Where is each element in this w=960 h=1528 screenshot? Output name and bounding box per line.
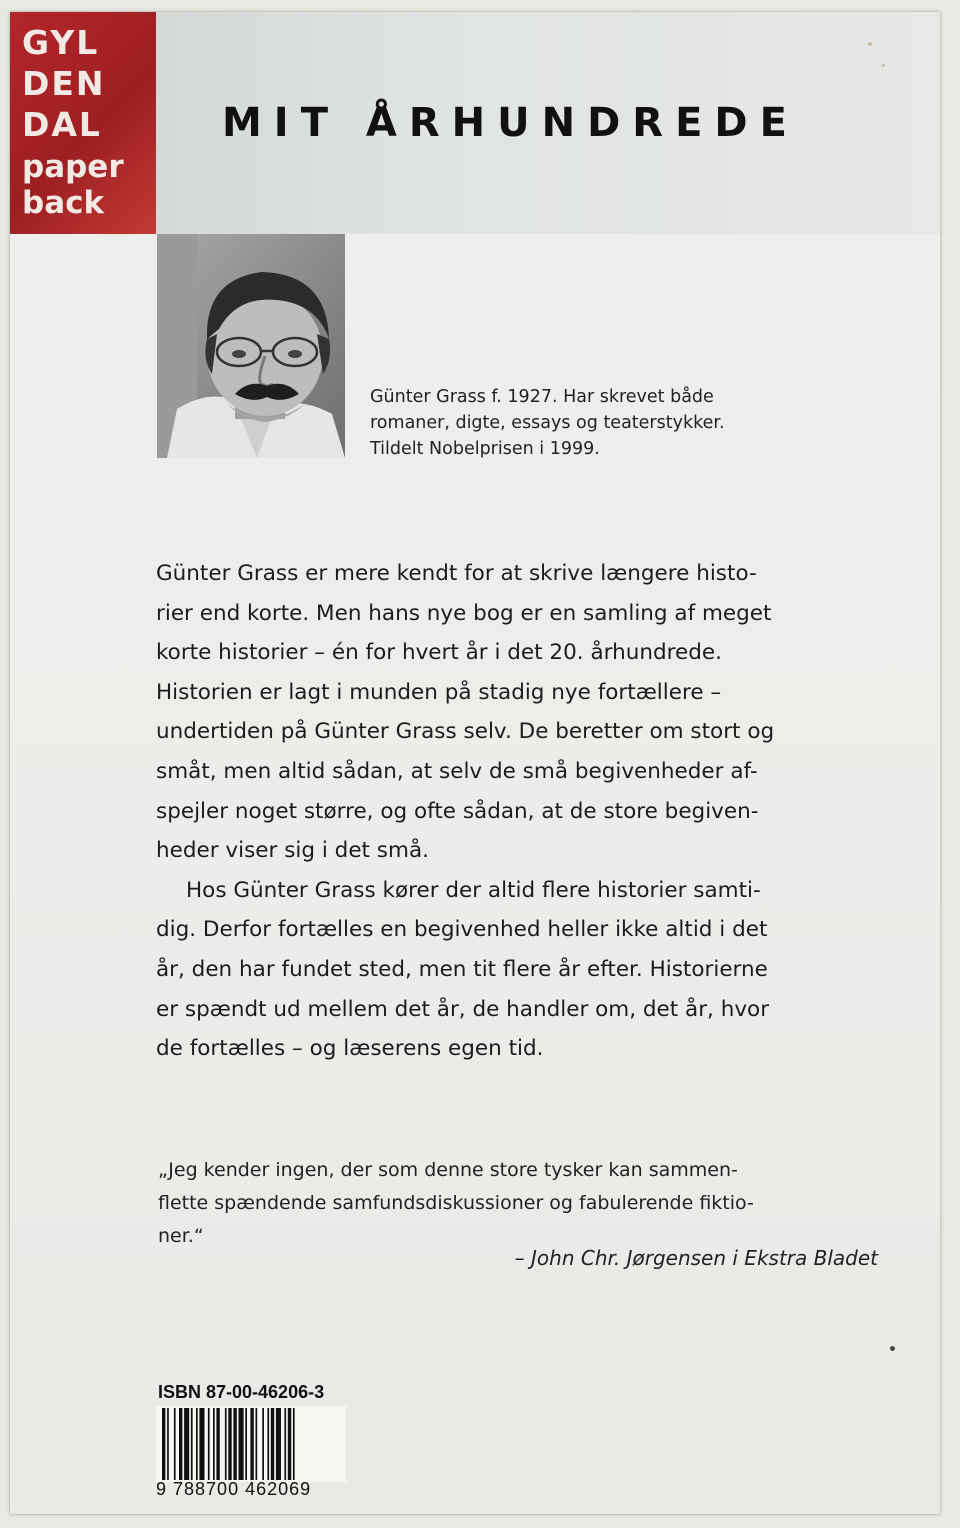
- quote-line: „Jeg kender ingen, der som denne store tysker kan sammen-: [158, 1159, 738, 1181]
- barcode-bar: [216, 1408, 219, 1480]
- barcode-bar: [162, 1408, 165, 1480]
- logo-line-5: back: [22, 185, 105, 221]
- blurb-line: undertiden på Günter Grass selv. De beretter om stort og: [156, 719, 775, 745]
- blurb-line: Historien er lagt i munden på stadig nye fortællere –: [156, 679, 722, 705]
- quote-line: ner.“: [158, 1225, 204, 1247]
- blurb-line: dig. Derfor fortælles en begivenhed heller ikke altid i det: [156, 917, 768, 943]
- barcode-bar: [213, 1408, 215, 1480]
- stain-spot: [882, 64, 885, 67]
- blurb-line: rier end korte. Men hans nye bog er en samling af meget: [156, 600, 772, 626]
- barcode-bar: [196, 1408, 198, 1480]
- review-quote: [158, 1154, 878, 1253]
- barcode-bar: [256, 1408, 258, 1480]
- logo-line-1: GYL: [22, 23, 100, 62]
- gyldendal-paperback-logo: [10, 12, 156, 234]
- logo-line-4: paper: [22, 149, 124, 185]
- author-bio-line: romaner, digte, essays og teaterstykker.: [370, 413, 725, 433]
- barcode-bar: [167, 1408, 169, 1480]
- barcode-bar: [191, 1408, 193, 1480]
- author-bio-line: Tildelt Nobelprisen i 1999.: [370, 439, 600, 459]
- barcode-bar: [174, 1408, 176, 1480]
- barcode-bar: [288, 1408, 291, 1480]
- barcode-bar: [245, 1408, 247, 1480]
- quote-attribution: – John Chr. Jørgensen i Ekstra Bladet: [514, 1246, 878, 1270]
- logo-line-2: DEN: [22, 64, 106, 103]
- blurb-line: år, den har fundet sted, men tit flere år efter. Historierne: [156, 956, 768, 982]
- stain-spot: [868, 42, 872, 46]
- blurb-line: småt, men altid sådan, at selv de små begivenheder af-: [156, 758, 758, 784]
- barcode-bar: [271, 1408, 274, 1480]
- blurb-line: er spændt ud mellem det år, de handler om, det år, hvor: [156, 996, 770, 1022]
- barcode-bar: [276, 1408, 281, 1480]
- barcode-bar: [199, 1408, 204, 1480]
- barcode-number: 9 788700 462069: [156, 1479, 312, 1499]
- barcode-bar: [208, 1408, 210, 1480]
- barcode-bar: [179, 1408, 182, 1480]
- blurb-line: Hos Günter Grass kører der altid flere historier samti-: [186, 877, 761, 903]
- author-bio-line: Günter Grass f. 1927. Har skrevet både: [370, 387, 714, 407]
- book-blurb: [156, 554, 876, 1069]
- book-back-cover: [10, 12, 940, 1514]
- barcode-bar: [239, 1408, 244, 1480]
- quote-line: flette spændende samfundsdiskussioner og fabulerende fiktio-: [158, 1192, 754, 1214]
- logo-line-3: DAL: [22, 105, 102, 144]
- blurb-line: de fortælles – og læserens egen tid.: [156, 1036, 544, 1062]
- blurb-line: Günter Grass er mere kendt for at skrive længere histo-: [156, 561, 757, 586]
- blurb-line: korte historier – én for hvert år i det 20. århundrede.: [156, 640, 722, 666]
- author-bio: [370, 384, 840, 462]
- stain-spot: [890, 1346, 895, 1351]
- barcode-bar: [284, 1408, 286, 1480]
- barcode-icon: [156, 1406, 346, 1482]
- author-portrait-image: [157, 234, 345, 458]
- isbn-label: ISBN 87-00-46206-3: [158, 1382, 325, 1402]
- barcode-bar: [267, 1408, 269, 1480]
- barcode-bar: [250, 1408, 253, 1480]
- barcode-bar: [233, 1408, 236, 1480]
- blurb-line: spejler noget større, og ofte sådan, at de store begiven-: [156, 798, 759, 824]
- blurb-line: heder viser sig i det små.: [156, 838, 429, 864]
- barcode-bar: [184, 1408, 189, 1480]
- barcode-bar: [293, 1408, 295, 1480]
- barcode-bar: [262, 1408, 264, 1480]
- barcode-bar: [228, 1408, 231, 1480]
- barcode-bar: [225, 1408, 227, 1480]
- barcode: [156, 1406, 346, 1482]
- book-title: MIT ÅRHUNDREDE: [222, 100, 799, 146]
- author-portrait: [157, 234, 345, 458]
